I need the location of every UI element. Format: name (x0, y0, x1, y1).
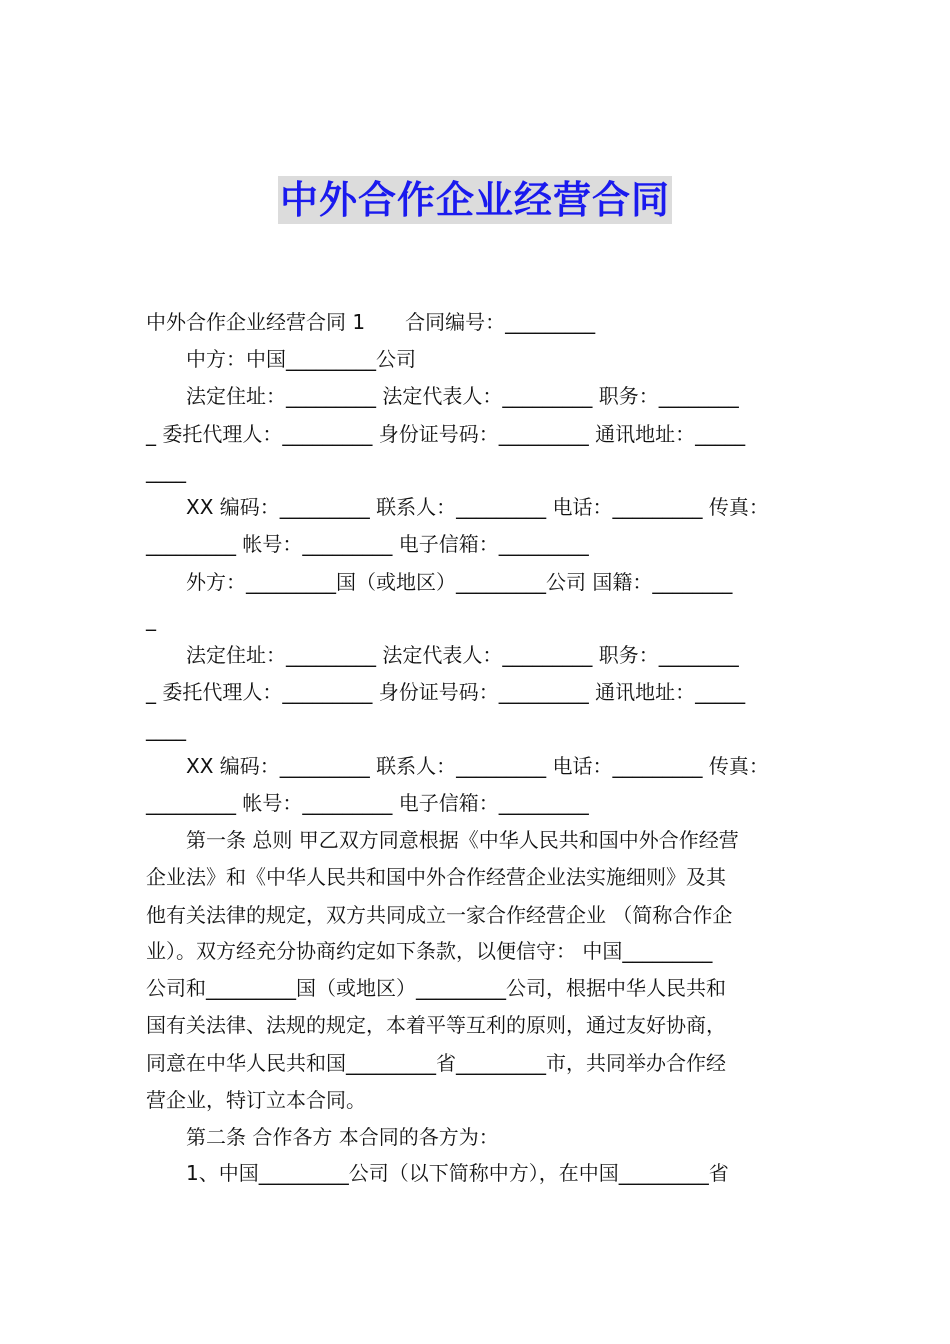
text-line: XX 编码：_________ 联系人：_________ 电话：_________ 传真： (146, 495, 769, 519)
text-line: XX 编码：_________ 联系人：_________ 电话：_________ 传真： (146, 754, 769, 778)
text-line: _ 委托代理人：_________ 身份证号码：_________ 通讯地址：_____ (146, 422, 746, 446)
text-line: 1、中国_________公司（以下简称中方），在中国_________省 (146, 1161, 729, 1185)
text-line: 营企业，特订立本合同。 (146, 1088, 366, 1112)
text-line: 企业法》和《中华人民共和国中外合作经营企业法实施细则》及其 (146, 865, 726, 889)
text-line: 外方：_________国（或地区）_________公司 国籍：________ (146, 570, 733, 594)
document-title-block (0, 176, 950, 224)
text-line: 他有关法律的规定，双方共同成立一家合作经营企业 （简称合作企 (146, 903, 733, 927)
text-line: 中外合作企业经营合同 1 合同编号：_________ (146, 310, 596, 334)
text-line: 国有关法律、法规的规定，本着平等互利的原则，通过友好协商， (146, 1013, 726, 1037)
text-line: _________ 帐号：_________ 电子信箱：_________ (146, 791, 589, 815)
text-line: 法定住址：_________ 法定代表人：_________ 职务：________ (146, 384, 739, 408)
text-line: _________ 帐号：_________ 电子信箱：_________ (146, 532, 589, 556)
text-line: 中方：中国_________公司 (146, 347, 416, 371)
text-line: ____ (146, 717, 186, 741)
text-line: ____ (146, 459, 186, 483)
text-line: 第二条 合作各方 本合同的各方为： (146, 1125, 499, 1149)
text-line: 第一条 总则 甲乙双方同意根据《中华人民共和国中外合作经营 (146, 828, 739, 852)
text-line: 同意在中华人民共和国_________省_________市，共同举办合作经 (146, 1051, 726, 1075)
text-line: _ (146, 607, 156, 631)
text-line: 法定住址：_________ 法定代表人：_________ 职务：________ (146, 643, 739, 667)
document-title: 中外合作企业经营合同 (279, 178, 670, 222)
text-line: _ 委托代理人：_________ 身份证号码：_________ 通讯地址：_____ (146, 680, 746, 704)
text-line: 业）。双方经充分协商约定如下条款，以便信守： 中国_________ (146, 939, 713, 963)
text-line: 公司和_________国（或地区）_________公司，根据中华人民共和 (146, 976, 726, 1000)
